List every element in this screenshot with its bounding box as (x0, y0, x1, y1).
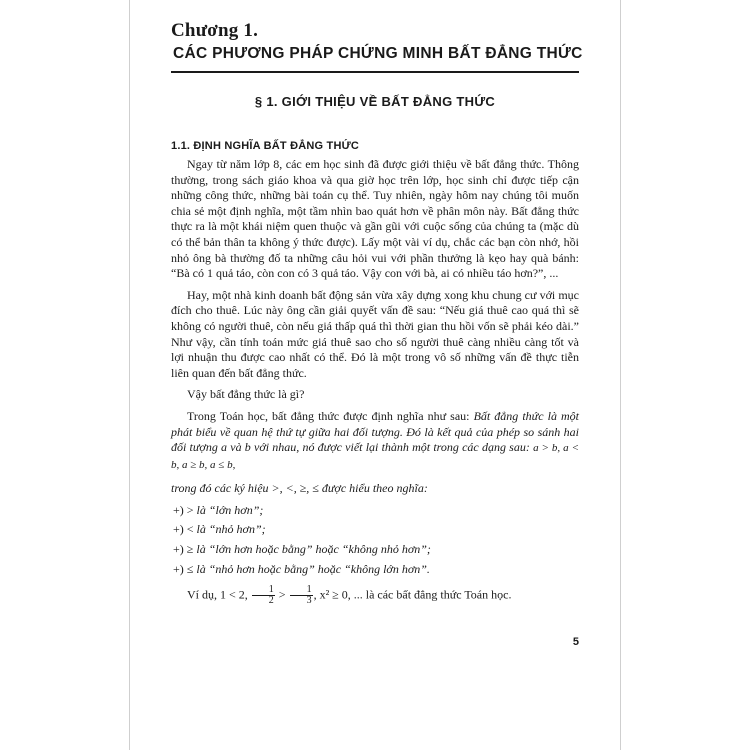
definition-text: Bất đẳng thức là một phát biểu về quan hệ thứ tự giữa hai đối tượng. Đó là kết quả của phép so sánh hai đối tượng a và b với nhau, nó được viết lại thành một trong các dạng sau: (171, 408, 579, 455)
example-paragraph: Ví dụ, 1 < 2, $\frac{1}{2}$ > $\frac{1}{3}$ , x² ≥ 0, ... là các bất đẳng thức Toán học. (187, 584, 512, 607)
chapter-label: Chương 1. (171, 20, 259, 41)
definition-lead: Trong Toán học, bất đẳng thức được định nghĩa như sau: (187, 408, 474, 423)
section-title: § 1. GIỚI THIỆU VỀ BẤT ĐẲNG THỨC (254, 94, 496, 109)
example-rest: , x² ≥ 0, ... là các bất đẳng thức Toán học. (313, 587, 512, 602)
list-item: +) < là “nhỏ hơn”; (173, 522, 266, 537)
paragraph-1: Ngay từ năm lớp 8, các em học sinh đã được giới thiệu về bất đẳng thức. Thông thường, trong sách giáo khoa và qua giờ học trên lớp, học sinh chỉ được tiếp cận những công thức, những bài toán cụ thể. Tuy nhiên, ngày hôm nay chúng tôi muốn chia sẻ một định nghĩa, một tầm nhìn bao quát hơn về phân môn này. Bất đẳng thức thực ra là một khái niệm quen thuộc và gần gũi với cuộc sống của chúng ta (mặc dù có thể bản thân ta không ý thức được). Lấy một vài ví dụ, chắc các bạn còn nhớ, hồi nhỏ ông bà thường đố ta những câu hỏi vui với phần thưởng là kẹo hay quà bánh: “Bà có 1 quả táo, còn con có 3 quả táo. Vậy con với bà, ai có nhiều táo hơn?”, ... (171, 157, 579, 281)
book-page (171, 0, 581, 750)
symbol-ge: ≥ (186, 542, 194, 557)
symbol-lt: < (186, 522, 194, 537)
list-item: +) ≤ là “nhỏ hơn hoặc bằng” hoặc “không lớn hơn”. (173, 561, 430, 576)
chapter-title: CÁC PHƯƠNG PHÁP CHỨNG MINH BẤT ĐẲNG THỨC (173, 45, 583, 62)
inequality-forms: a > b, a < b, a ≥ b, a ≤ b, (171, 442, 579, 471)
list-item: +) ≥ là “lớn hơn hoặc bằng” hoặc “không nhỏ hơn”; (173, 542, 431, 557)
paragraph-2: Hay, một nhà kinh doanh bất động sản vừa xây dựng xong khu chung cư với mục đích cho thuê. Lúc này ông cần giải quyết vấn đề sau: “Nếu giá thuê cao quá thì sẽ không có người thuê, còn nếu giá thấp quá thì thời gian thu hồi vốn sẽ phải kéo dài.” Như vậy, cần tính toán mức giá thuê sao cho số người thuê càng nhiều càng tốt và lợi nhuận thu được cao nhất có thể. Đó là một trong vô số những vấn đề thực tiễn liên quan đến bất đẳng thức. (171, 287, 579, 380)
example-lead: Ví dụ, 1 < 2, (187, 587, 251, 602)
body-text (171, 157, 579, 612)
paragraph-3: Vậy bất đẳng thức là gì? (187, 387, 305, 402)
page-number: 5 (572, 636, 579, 648)
list-item: +) > là “lớn hơn”; (173, 502, 264, 517)
paragraph-5: trong đó các ký hiệu >, <, ≥, ≤ được hiểu theo nghĩa: (171, 481, 428, 496)
symbol-le: ≤ (186, 561, 194, 576)
fraction-one-half: $\frac{1}{2}$ (252, 585, 275, 606)
chapter-rule (171, 71, 579, 73)
subsection-title: 1.1. ĐỊNH NGHĨA BẤT ĐẲNG THỨC (171, 140, 360, 152)
fraction-one-third: $\frac{1}{3}$ (290, 585, 313, 606)
paragraph-4 (171, 409, 579, 473)
symbol-gt: > (186, 502, 194, 517)
